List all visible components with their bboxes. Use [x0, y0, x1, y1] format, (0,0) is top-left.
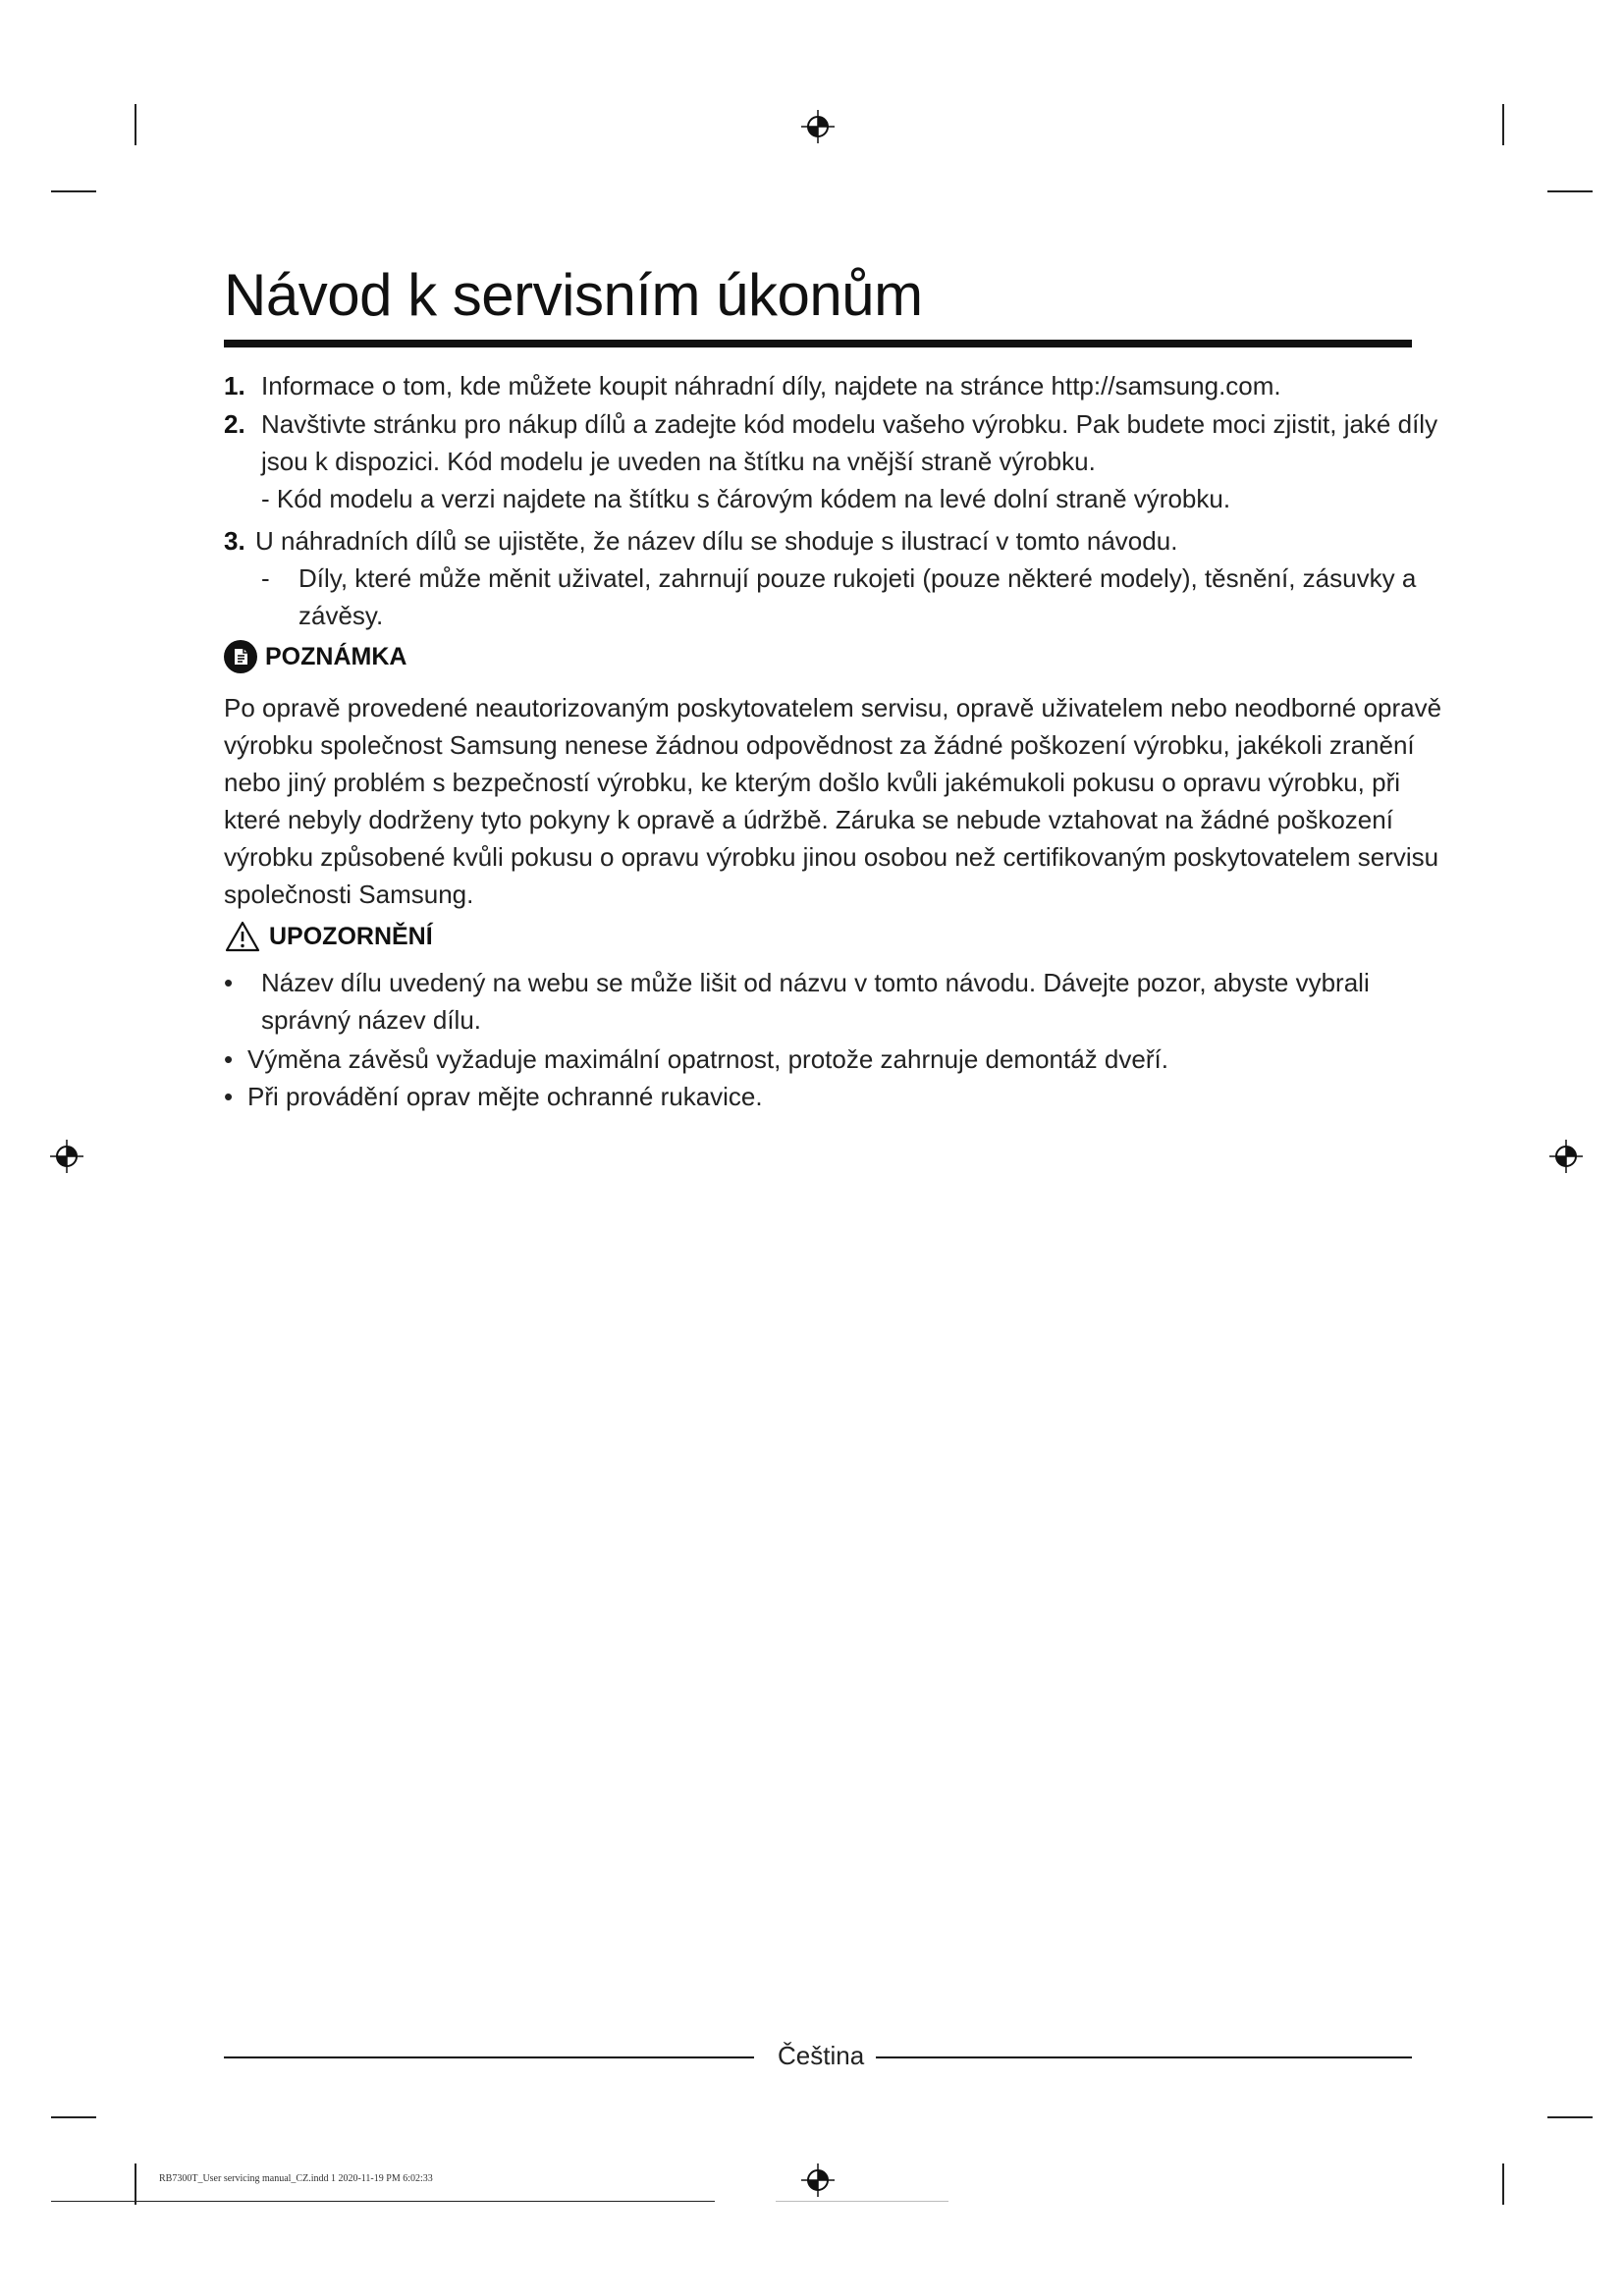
step-3	[224, 522, 1178, 560]
registration-mark-right-icon	[1549, 1140, 1583, 1173]
step-number: 1.	[224, 371, 245, 400]
warning-heading-label: UPOZORNĚNÍ	[269, 922, 433, 950]
step-1	[224, 367, 1281, 404]
step-text: U náhradních dílů se ujistěte, že název dílu se shoduje s ilustrací v tomto návodu.	[255, 526, 1178, 556]
step-3-sub-line-2: závěsy.	[298, 601, 384, 630]
note-line: výrobku společnost Samsung nenese žádnou odpovědnost za žádné poškození výrobku, jakékoli zranění	[224, 730, 1415, 760]
crop-mark-top-left-h	[51, 190, 96, 192]
warning-item-3: Při provádění oprav mějte ochranné rukavice.	[247, 1082, 763, 1111]
warning-heading	[224, 920, 433, 953]
note-heading	[224, 640, 406, 673]
crop-mark-top-left	[135, 104, 136, 145]
crop-mark-bottom-left-h	[51, 2116, 96, 2118]
imprint-rule-faint	[776, 2201, 948, 2202]
note-line: společnosti Samsung.	[224, 880, 474, 909]
crop-mark-bottom-right-h	[1547, 2116, 1593, 2118]
warning-bullet: •	[224, 1044, 234, 1074]
crop-mark-top-right	[1502, 104, 1504, 145]
footer-rule-right	[876, 2056, 1412, 2058]
crop-mark-top-right-h	[1547, 190, 1593, 192]
crop-mark-bottom-left	[135, 2163, 136, 2205]
registration-mark-bottom-icon	[801, 2163, 835, 2197]
step-2	[224, 405, 1438, 443]
warning-item-1-line-1: Název dílu uvedený na webu se může lišit od názvu v tomto návodu. Dávejte pozor, abyste vybrali	[261, 968, 1370, 997]
note-line: které nebyly dodrženy tyto pokyny k opravě a údržbě. Záruka se nebude vztahovat na žádné poškození	[224, 805, 1393, 834]
registration-mark-top-icon	[801, 110, 835, 143]
warning-bullet: •	[224, 968, 234, 997]
warning-bullet: •	[224, 1082, 234, 1111]
step-3-sub-dash: -	[261, 563, 270, 593]
registration-mark-left-icon	[50, 1140, 83, 1173]
footer-language: Čeština	[778, 2041, 865, 2070]
note-line: výrobku způsobené kvůli pokusu o opravu výrobku jinou osobou než certifikovaným poskytovatelem servisu	[224, 842, 1439, 872]
imprint-rule	[51, 2201, 715, 2202]
warning-item-2: Výměna závěsů vyžaduje maximální opatrnost, protože zahrnuje demontáž dveří.	[247, 1044, 1168, 1074]
page-title: Návod k servisním úkonům	[224, 262, 923, 328]
note-heading-label: POZNÁMKA	[265, 642, 407, 670]
note-line: nebo jiný problém s bezpečností výrobku, ke kterým došlo kvůli jakémukoli pokusu o opravu výrobku, při	[224, 768, 1401, 797]
warning-triangle-icon	[224, 920, 261, 953]
step-2-line-2: jsou k dispozici. Kód modelu je uveden na štítku na vnější straně výrobku.	[261, 447, 1096, 476]
step-text: Navštivte stránku pro nákup dílů a zadejte kód modelu vašeho výrobku. Pak budete moci zjistit, jaké díly	[261, 409, 1438, 439]
step-2-sub-item: - Kód modelu a verzi najdete na štítku s čárovým kódem na levé dolní straně výrobku.	[261, 484, 1231, 513]
step-number: 3.	[224, 526, 245, 556]
step-number: 2.	[224, 409, 245, 439]
title-underline	[224, 340, 1412, 347]
step-3-sub-line-1: Díly, které může měnit uživatel, zahrnují pouze rukojeti (pouze některé modely), těsnění, zásuvky a	[298, 563, 1417, 593]
step-text: Informace o tom, kde můžete koupit náhradní díly, najdete na stránce http://samsung.com.	[261, 371, 1281, 400]
note-icon	[224, 640, 257, 673]
print-imprint: RB7300T_User servicing manual_CZ.indd 1 2020-11-19 PM 6:02:33	[159, 2173, 433, 2184]
footer-rule-left	[224, 2056, 754, 2058]
note-line: Po opravě provedené neautorizovaným poskytovatelem servisu, opravě uživatelem nebo neodborné opravě	[224, 693, 1442, 722]
crop-mark-bottom-right	[1502, 2163, 1504, 2205]
warning-item-1-line-2: správný název dílu.	[261, 1005, 482, 1035]
